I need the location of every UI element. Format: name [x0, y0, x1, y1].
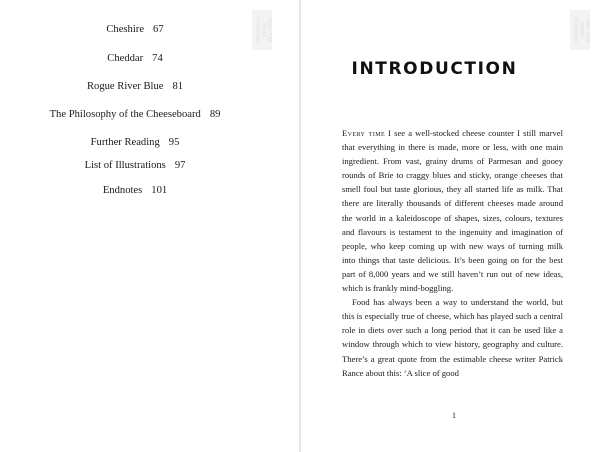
toc-entry[interactable]: [0, 185, 270, 196]
toc-entry-page: 81: [172, 81, 184, 92]
toc-entry-title: List of Illustrations: [84, 160, 166, 171]
toc-entry[interactable]: [0, 109, 270, 120]
toc-entry-page: 101: [151, 185, 168, 196]
toc-entry-title: Endnotes: [102, 185, 143, 196]
chapter-body: [342, 126, 563, 380]
toc-entry-page: 97: [174, 160, 186, 171]
toc-entry[interactable]: [0, 53, 270, 64]
watermark-label: ONLY FOR DEMO PURPOSES: [570, 10, 590, 50]
toc-entry-title: The Philosophy of the Cheeseboard: [49, 109, 201, 120]
toc-entry[interactable]: [0, 137, 270, 148]
toc-entry[interactable]: [0, 160, 270, 171]
toc-entry-title: Rogue River Blue: [86, 81, 164, 92]
left-page: [0, 0, 299, 452]
paragraph: Food has always been a way to understand the world, but this is especially true of cheese, which has played such a central role in diets over such a long period that it can be used like a window through which to view history, geography and culture. There’s a great quote from the estimable cheese writer Patrick Rance about this: ‘A slice of good: [342, 297, 563, 378]
toc-entry[interactable]: [0, 24, 270, 35]
toc-entry-page: 95: [168, 137, 180, 148]
chapter-title: INTRODUCTION: [351, 59, 518, 79]
toc-entry-title: Further Reading: [90, 137, 160, 148]
toc-entry-page: 89: [209, 109, 221, 120]
paragraph-text: I see a well-stocked cheese counter I still marvel that everything in there is made, more or less, with one main ingredient. From vast, grainy drums of Parmesan and gooey rounds of Brie to craggy blues and sticky, orange cheeses that smell foul but taste glorious, they all started life as milk. That there are literally thousands of different cheeses made around the world in a kaleidoscope of shapes, sizes, colours, textures and flavours is testament to the ingenuity and imagination of people, who keep coming up with new ways of turning milk into things that taste delicious. It’s been going on for the best part of 8,000 years and we still haven’t run out of new ideas, which is frankly mind-boggling.: [342, 128, 563, 294]
toc-entry-page: 74: [152, 53, 163, 64]
page-number: 1: [452, 411, 456, 420]
right-page: [301, 0, 600, 452]
toc-entry-page: 67: [153, 24, 164, 35]
toc-entry-title: Cheddar: [107, 53, 144, 64]
watermark-label: ONLY FOR DEMO PURPOSES: [252, 10, 272, 50]
toc-entry[interactable]: [0, 81, 270, 92]
paragraph-lead-in: Every time: [342, 128, 386, 138]
toc-entry-title: Cheshire: [106, 24, 145, 35]
paragraph: [342, 126, 563, 295]
